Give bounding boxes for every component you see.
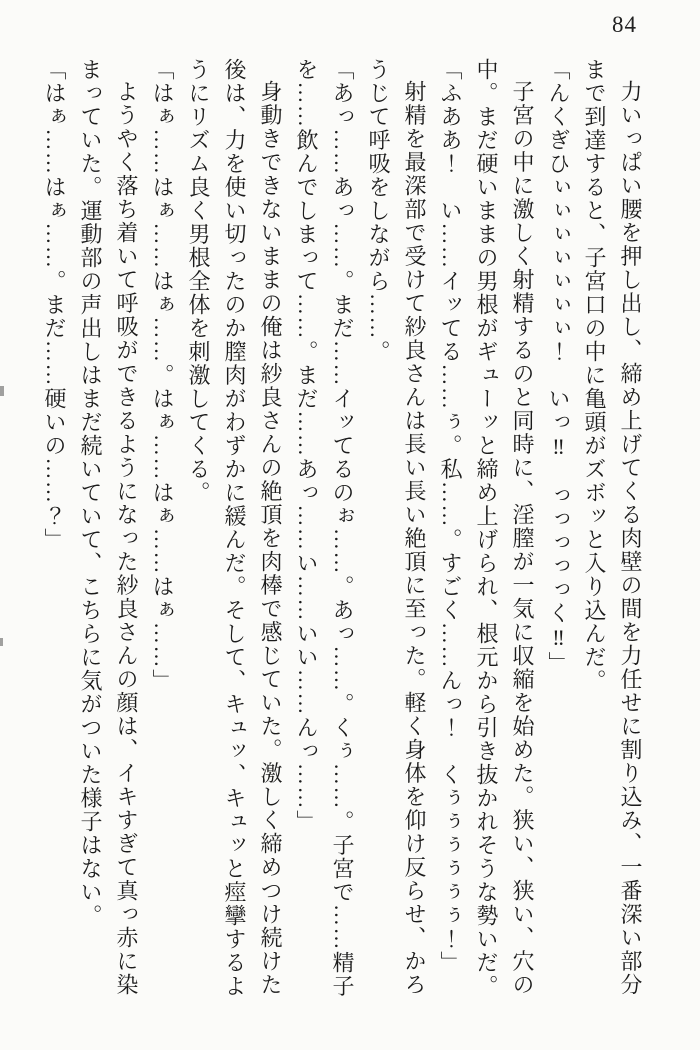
text-column: 「はぁ……はぁ……はぁ……。はぁ……はぁ……はぁ……」: [150, 58, 175, 693]
text-column: うにリズム良く男根全体を刺激してくる。: [186, 58, 211, 505]
text-column: 射精を最深部で受けて紗良さんは長い長い絶頂に至った。軽く身体を仰け反らせ、かろ: [402, 80, 427, 997]
text-column: 中。まだ硬いままの男根がギューッと締め上げられ、根元から引き抜かれそうな勢いだ。: [474, 58, 499, 998]
text-column: ようやく落ち着いて呼吸ができるようになった紗良さんの顔は、イキすぎて真っ赤に染: [114, 80, 139, 997]
text-column: を……飲んでしまって……。まだ……あっ……い……いい……んっ……」: [294, 58, 319, 834]
text-column: 「はぁ……はぁ……。まだ……硬いの……？」: [42, 58, 67, 552]
text-column: 身動きできないままの俺は紗良さんの絶頂を肉棒で感じていた。激しく締めつけ続けた: [258, 80, 283, 997]
scan-artifact: [0, 638, 3, 646]
text-column: 子宮の中に激しく射精するのと同時に、淫膣が一気に収縮を始めた。狭い、狭い、穴の: [510, 80, 535, 997]
text-column: 「あっ……あっ……。まだ……イッてるのぉ……。あっ……。くぅ……。子宮で……精子: [330, 58, 355, 998]
text-body: [32, 58, 648, 1010]
page-number: 84: [612, 12, 637, 37]
text-column: 力いっぱい腰を押し出し、締め上げてくる肉壁の間を力任せに割り込み、一番深い部分: [618, 80, 643, 997]
scan-artifact: [0, 386, 4, 396]
text-column: 後は、力を使い切ったのか膣肉がわずかに緩んだ。そして、キュッ、キュッと痙攣するよ: [222, 58, 247, 998]
text-column: 「ふああ！ い……イッてる……ぅ。私……。すごく……んっ！ くぅぅぅぅぅぅ！」: [438, 58, 463, 975]
text-column: うじて呼吸をしながら……。: [366, 58, 391, 364]
text-column: まで到達すると、子宮口の中に亀頭がズボッと入り込んだ。: [582, 58, 607, 693]
text-column: まっていた。運動部の声出しはまだ続いていて、こちらに気がついた様子はない。: [78, 58, 103, 928]
text-column: 「んくぎひぃぃぃぃぃぃぃ！ いっ‼ っっっっっく‼」: [546, 58, 571, 675]
